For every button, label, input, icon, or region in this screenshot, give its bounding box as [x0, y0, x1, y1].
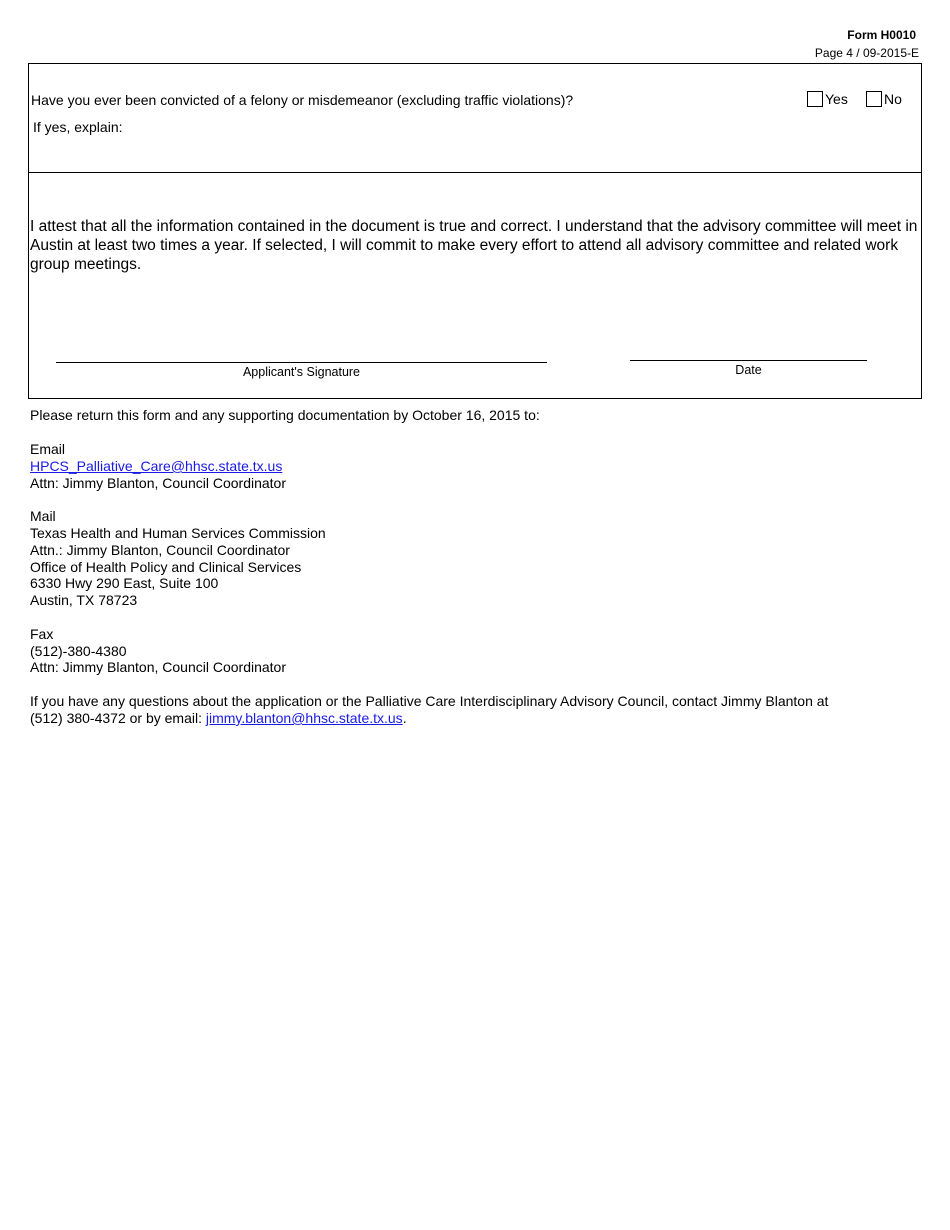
no-option[interactable]: [866, 91, 902, 107]
fax-number: (512)-380-4380: [30, 643, 127, 659]
yes-checkbox[interactable]: [807, 91, 823, 107]
no-label: No: [884, 91, 902, 107]
email-attn: Attn: Jimmy Blanton, Council Coordinator: [30, 475, 286, 491]
mail-line: Austin, TX 78723: [30, 592, 138, 608]
mail-line: Attn.: Jimmy Blanton, Council Coordinator: [30, 542, 290, 558]
mail-line: Texas Health and Human Services Commission: [30, 525, 326, 541]
date-label: Date: [735, 363, 762, 377]
questions-phone: (512) 380-4372 or by email:: [30, 710, 206, 726]
mail-line: Office of Health Policy and Clinical Services: [30, 559, 302, 575]
council-email-link[interactable]: HPCS_Palliative_Care@hhsc.state.tx.us: [30, 458, 283, 474]
mail-heading: Mail: [30, 508, 56, 524]
fax-attn: Attn: Jimmy Blanton, Council Coordinator: [30, 659, 286, 675]
return-intro: Please return this form and any supporting documentation by October 16, 2015 to:: [30, 407, 540, 423]
questions-suffix: .: [402, 710, 407, 726]
date-line[interactable]: [630, 360, 867, 361]
coordinator-email-link[interactable]: jimmy.blanton@hhsc.state.tx.us: [205, 710, 403, 726]
email-heading: Email: [30, 441, 66, 457]
form-number: Form H0010: [847, 28, 916, 42]
attestation-text: I attest that all the information contained in the document is true and correct. I understand that the advisory committee will meet in Austin at least two times a year. If selected, I will commit to make every effort to attend all advisory committee and related work group meetings.: [30, 218, 918, 273]
felony-section: [28, 63, 922, 173]
questions-line: If you have any questions about the application or the Palliative Care Interdisciplinary Advisory Council, contact Jimmy Blanton at: [30, 693, 829, 709]
attestation-section: [28, 172, 922, 399]
yes-option[interactable]: [807, 91, 848, 107]
yes-label: Yes: [825, 91, 848, 107]
mail-line: 6330 Hwy 290 East, Suite 100: [30, 575, 219, 591]
signature-label: Applicant's Signature: [242, 365, 361, 379]
explain-label: If yes, explain:: [33, 119, 123, 135]
signature-line[interactable]: [56, 362, 547, 363]
fax-heading: Fax: [30, 626, 54, 642]
page-info: Page 4 / 09-2015-E: [814, 46, 919, 60]
no-checkbox[interactable]: [866, 91, 882, 107]
felony-question: Have you ever been convicted of a felony or misdemeanor (excluding traffic violations)?: [31, 92, 574, 108]
questions-contact: [30, 710, 407, 726]
